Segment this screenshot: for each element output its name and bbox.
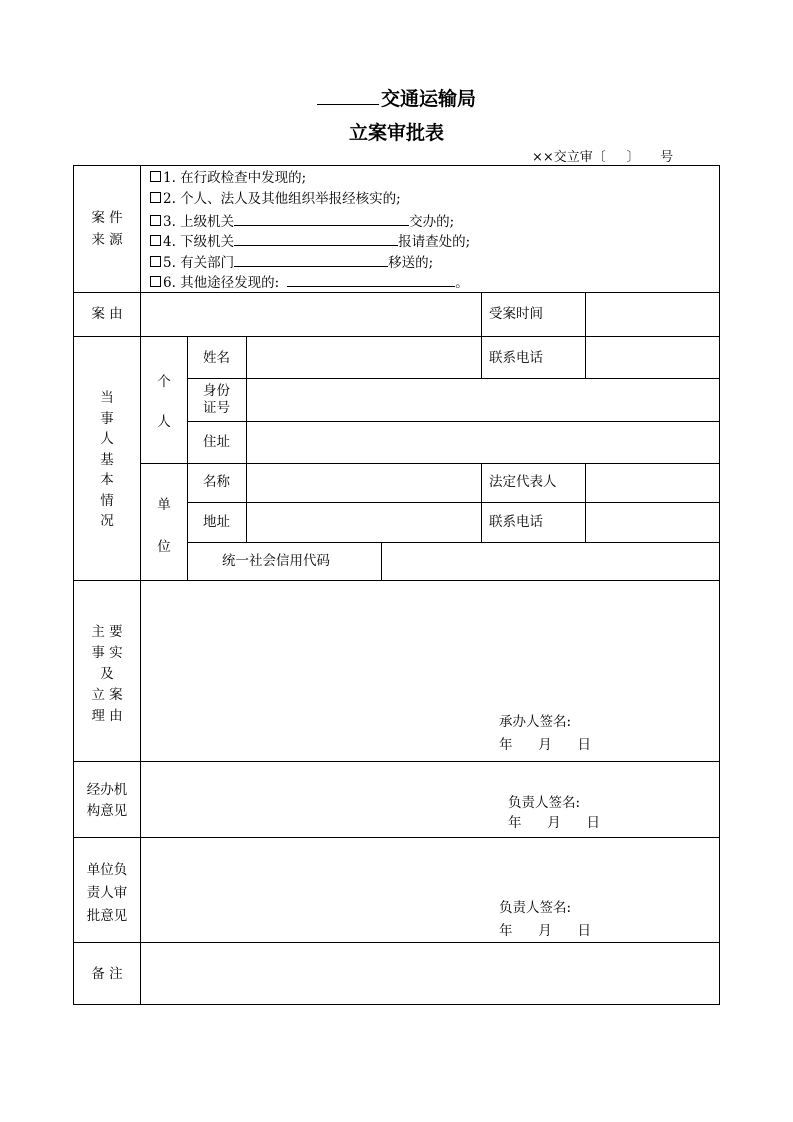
case-cause-field[interactable] bbox=[142, 294, 480, 336]
approval-date: 年 月 日 bbox=[499, 923, 591, 939]
unit-address-label: 地址 bbox=[203, 514, 230, 530]
fill-line[interactable] bbox=[234, 253, 388, 267]
individual-phone-field[interactable] bbox=[587, 338, 718, 378]
unit-name-field[interactable] bbox=[248, 465, 480, 502]
form-subtitle: 立案审批表 bbox=[348, 122, 444, 144]
checkbox[interactable] bbox=[150, 171, 161, 182]
unit-address-field[interactable] bbox=[248, 504, 480, 542]
facts-label: 主 要 事 实 及 立 案 理 由 bbox=[91, 624, 123, 724]
document-number: ××交立审〔 〕 号 bbox=[532, 150, 674, 165]
source-option[interactable]: 5. 有关部门 移送的; bbox=[150, 253, 433, 272]
checkbox[interactable] bbox=[150, 215, 161, 226]
remark-label: 备 注 bbox=[91, 966, 123, 982]
checkbox[interactable] bbox=[150, 192, 161, 203]
legal-rep-field[interactable] bbox=[587, 465, 718, 502]
case-time-field[interactable] bbox=[587, 294, 718, 336]
source-option[interactable]: 2. 个人、法人及其他组织举报经核实的; bbox=[150, 191, 401, 208]
agency-signature: 负责人签名: bbox=[508, 795, 581, 811]
case-cause-label: 案 由 bbox=[91, 306, 123, 322]
individual-name-field[interactable] bbox=[248, 338, 480, 378]
credit-code-label: 统一社会信用代码 bbox=[222, 553, 330, 569]
agency-opinion-field[interactable] bbox=[142, 763, 718, 793]
unit-phone-label: 联系电话 bbox=[489, 514, 543, 530]
id-number-label: 身份 证号 bbox=[203, 383, 230, 416]
source-option[interactable]: 1. 在行政检查中发现的; bbox=[150, 170, 306, 187]
case-time-label: 受案时间 bbox=[489, 306, 543, 322]
credit-code-field[interactable] bbox=[383, 544, 718, 580]
individual-address-label: 住址 bbox=[203, 434, 230, 450]
remark-field[interactable] bbox=[142, 944, 718, 1003]
department-blank[interactable] bbox=[317, 88, 379, 105]
fill-line[interactable] bbox=[234, 212, 409, 226]
id-number-field[interactable] bbox=[248, 380, 718, 420]
handler-date: 年 月 日 bbox=[499, 737, 591, 753]
source-option[interactable]: 4. 下级机关 报请查处的; bbox=[150, 232, 470, 251]
individual-name-label: 姓名 bbox=[203, 350, 230, 366]
checkbox[interactable] bbox=[150, 256, 161, 267]
checkbox[interactable] bbox=[150, 235, 161, 246]
source-option[interactable]: 3. 上级机关 交办的; bbox=[150, 212, 454, 231]
source-option[interactable]: 6. 其他途径发现的: 。 bbox=[150, 273, 469, 292]
source-label: 案 件 来 源 bbox=[91, 210, 123, 248]
approval-label: 单位负 责人审 批意见 bbox=[86, 862, 128, 924]
facts-field[interactable] bbox=[142, 582, 718, 712]
agency-label: 经办机 构意见 bbox=[86, 782, 128, 819]
form-title: 交通运输局 bbox=[0, 84, 793, 111]
handler-signature: 承办人签名: bbox=[499, 714, 572, 730]
unit-phone-field[interactable] bbox=[587, 504, 718, 542]
unit-name-label: 名称 bbox=[203, 474, 230, 490]
unit-label: 单 位 bbox=[157, 497, 171, 555]
individual-address-field[interactable] bbox=[248, 423, 718, 463]
individual-label: 个 人 bbox=[157, 374, 171, 430]
approval-signature: 负责人签名: bbox=[499, 900, 572, 916]
checkbox[interactable] bbox=[150, 276, 161, 287]
approval-opinion-field[interactable] bbox=[142, 839, 718, 894]
individual-phone-label: 联系电话 bbox=[489, 350, 543, 366]
legal-rep-label: 法定代表人 bbox=[489, 474, 557, 490]
agency-date: 年 月 日 bbox=[508, 815, 600, 831]
fill-line[interactable] bbox=[287, 273, 455, 287]
fill-line[interactable] bbox=[234, 232, 398, 246]
party-label: 当 事 人 基 本 情 况 bbox=[100, 390, 114, 529]
